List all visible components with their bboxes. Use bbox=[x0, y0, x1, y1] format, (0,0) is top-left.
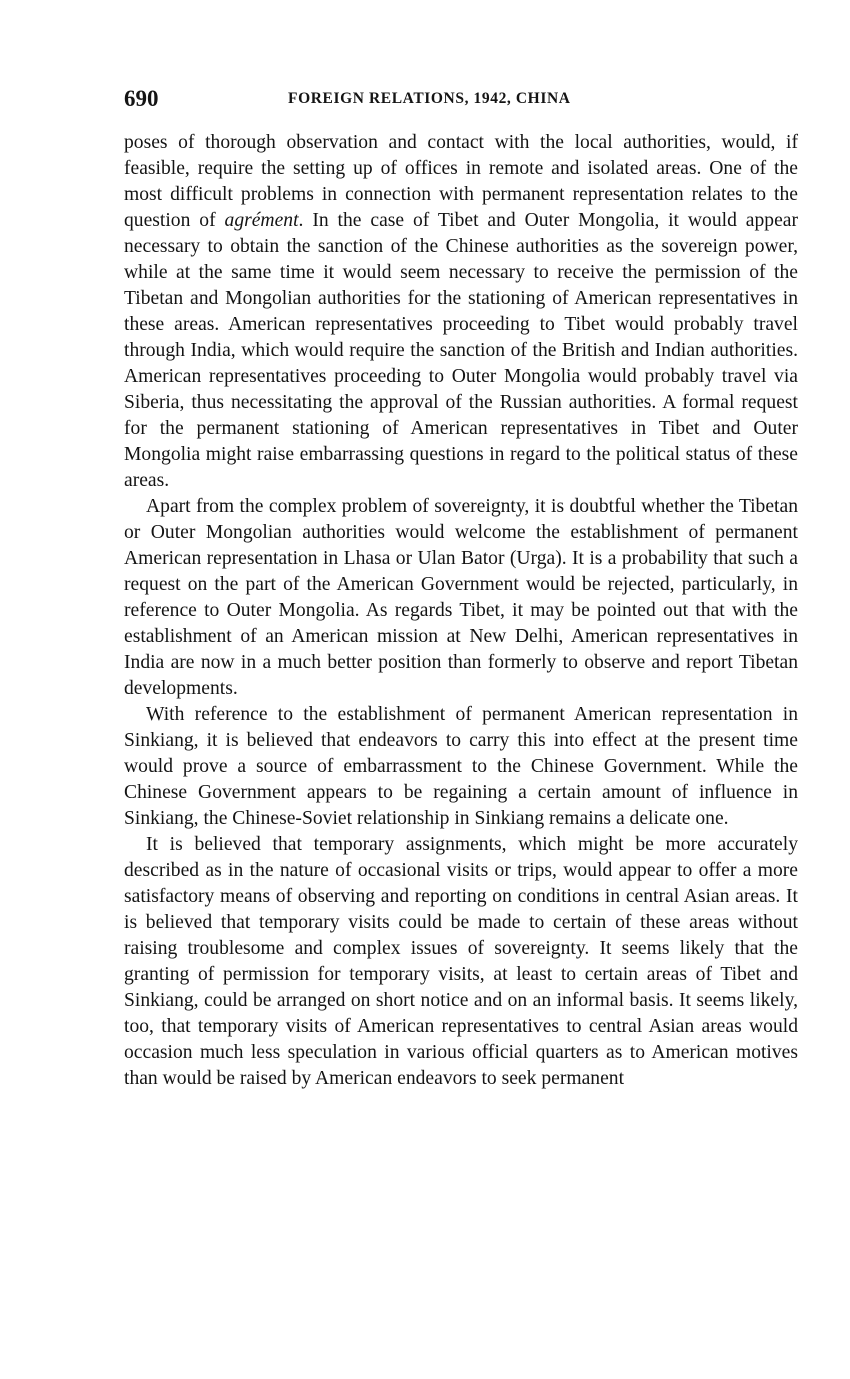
paragraph-text: poses of thorough observation and contact with the local authorities, would, if feasible, require the setting up of offices in remote and isolated areas. One of the most difficult problems in connection with permanent representation relates to the question of bbox=[124, 132, 798, 231]
body-text bbox=[124, 130, 798, 1092]
paragraph-text: . In the case of Tibet and Outer Mongolia, it would appear necessary to obtain the sanction of the Chinese authorities as the sovereign power, while at the same time it would seem necessary to receive the permission of the Tibetan and Mongolian authorities for the stationing of American representatives in these areas. American representatives proceeding to Tibet would probably travel through India, which would require the sanction of the British and Indian authorities. American representatives proceeding to Outer Mongolia would probably travel via Siberia, thus necessitating the approval of the Russian authorities. A formal request for the permanent stationing of American representatives in Tibet and Outer Mongolia might raise embarrassing questions in regard to the political status of these areas. bbox=[124, 210, 798, 491]
paragraph: With reference to the establishment of permanent American representation in Sinkiang, it is believed that endeavors to carry this into effect at the present time would prove a source of embarrassment to the Chinese Government. While the Chinese Government appears to be regaining a certain amount of influence in Sinkiang, the Chinese-Soviet relationship in Sinkiang remains a delicate one. bbox=[124, 704, 798, 829]
paragraph-continued bbox=[124, 130, 798, 494]
paragraph: Apart from the complex problem of sovereignty, it is doubtful whether the Tibetan or Outer Mongolian authorities would welcome the establishment of permanent American representation in Lhasa or Ulan Bator (Urga). It is a probability that such a request on the part of the American Government would be rejected, particularly, in reference to Outer Mongolia. As regards Tibet, it may be pointed out that with the establishment of an American mission at New Delhi, American representatives in India are now in a much better position than formerly to observe and report Tibetan developments. bbox=[124, 496, 798, 699]
running-head: FOREIGN RELATIONS, 1942, CHINA bbox=[288, 90, 571, 107]
italic-term: agrément bbox=[224, 210, 299, 231]
page-number: 690 bbox=[124, 86, 159, 111]
paragraph: It is believed that temporary assignments, which might be more accurately described as in the nature of occasional visits or trips, would appear to offer a more satisfactory means of observing and reporting on conditions in central Asian areas. It is believed that temporary visits could be made to certain of these areas without raising troublesome and complex issues of sovereignty. It seems likely that the granting of permission for temporary visits, at least to certain areas of Tibet and Sinkiang, could be arranged on short notice and on an informal basis. It seems likely, too, that temporary visits of American representatives to central Asian areas would occasion much less speculation in various official quarters as to American motives than would be raised by American endeavors to seek permanent bbox=[124, 834, 798, 1089]
